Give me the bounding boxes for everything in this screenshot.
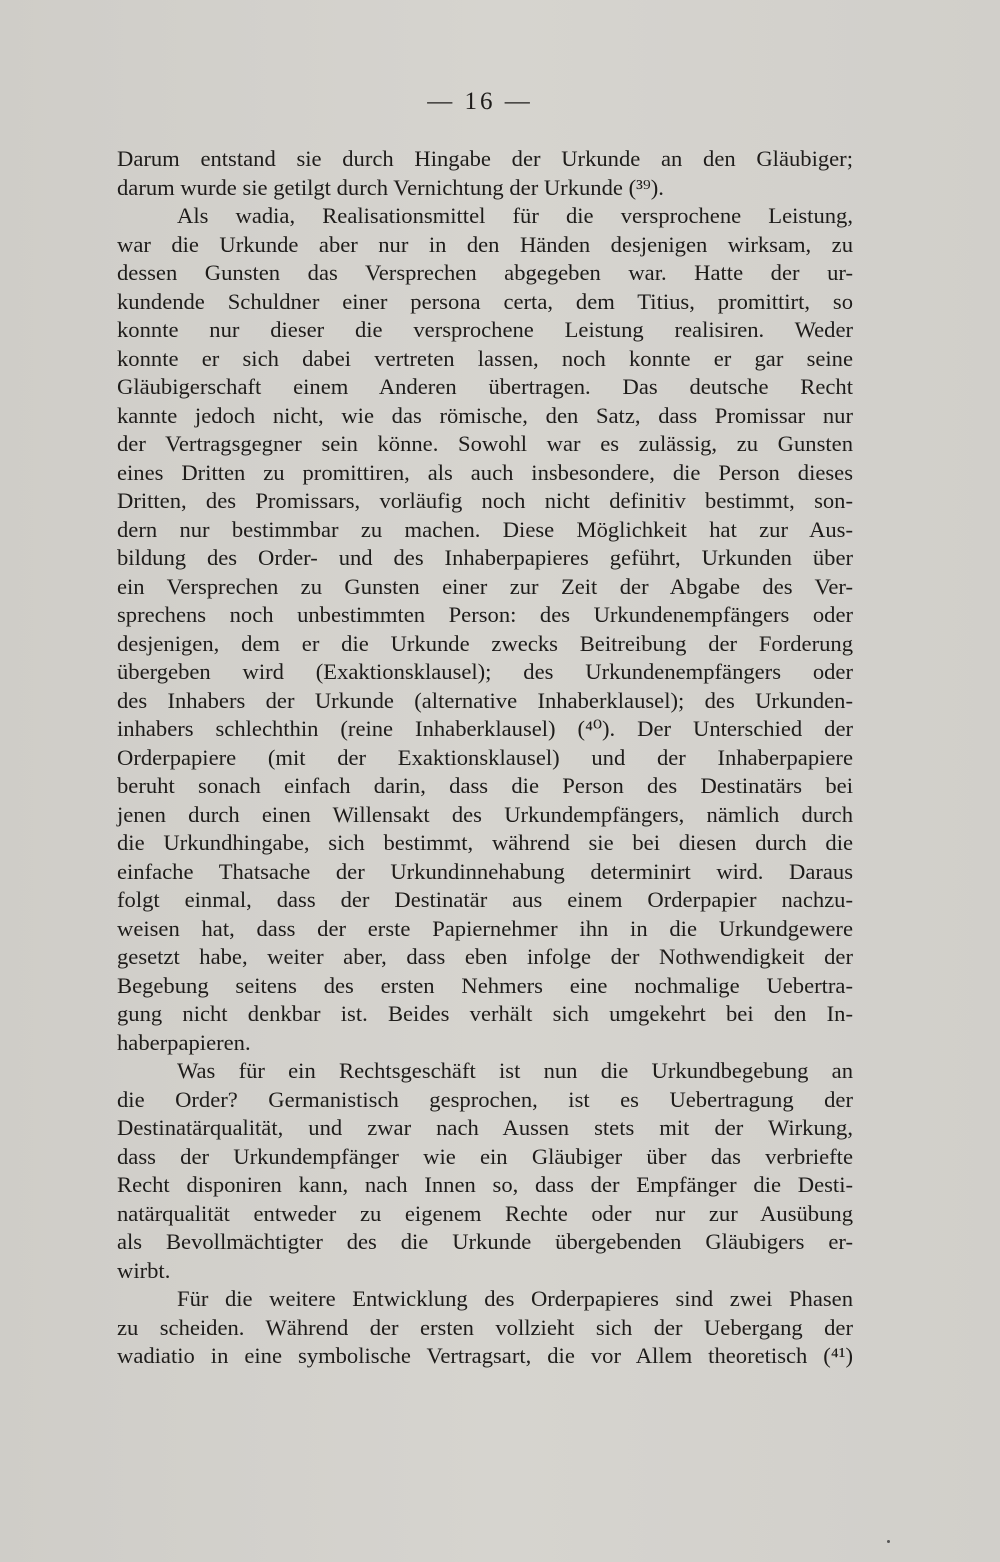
text-line: Recht disponiren kann, nach Innen so, dass der Empfänger die Desti- bbox=[117, 1172, 853, 1197]
text-line: konnte nur dieser die versprochene Leistung realisiren. Weder bbox=[117, 317, 853, 342]
text-line: folgt einmal, dass der Destinatär aus einem Orderpapier nachzu- bbox=[117, 887, 853, 912]
text-line: eines Dritten zu promittiren, als auch insbesondere, die Person dieses bbox=[117, 459, 853, 485]
text-line: Als wadia, Realisationsmittel für die versprochene Leistung, bbox=[177, 203, 853, 228]
text-line: einfache Thatsache der Urkundinnehabung determinirt wird. Daraus bbox=[117, 858, 853, 884]
text-line: Gläubigerschaft einem Anderen übertragen. Das deutsche Recht bbox=[117, 374, 853, 399]
text-line: dass der Urkundempfänger wie ein Gläubiger über das verbriefte bbox=[117, 1143, 853, 1169]
text-line: darum wurde sie getilgt durch Vernichtung der Urkunde (³⁹). bbox=[117, 174, 664, 200]
text-line: haberpapieren. bbox=[117, 1029, 251, 1055]
text-line: als Bevollmächtigter des die Urkunde übergebenden Gläubigers er- bbox=[117, 1229, 853, 1254]
text-line: jenen durch einen Willensakt des Urkundempfängers, nämlich durch bbox=[117, 801, 853, 827]
text-line: die Order? Germanistisch gesprochen, ist es Uebertragung der bbox=[117, 1086, 853, 1112]
text-line: die Urkundhingabe, sich bestimmt, während sie bei diesen durch die bbox=[117, 830, 853, 855]
text-line: Begebung seitens des ersten Nehmers eine nochmalige Uebertra- bbox=[117, 972, 853, 998]
text-line: desjenigen, dem er die Urkunde zwecks Beitreibung der Forderung bbox=[117, 630, 853, 656]
text-line: inhabers schlechthin (reine Inhaberklausel) (⁴⁰). Der Unterschied der bbox=[117, 716, 853, 741]
text-line: natärqualität entweder zu eigenem Rechte oder nur zur Ausübung bbox=[117, 1200, 853, 1226]
text-line: gesetzt habe, weiter aber, dass eben infolge der Nothwendigkeit der bbox=[117, 944, 853, 969]
text-line: kundende Schuldner einer persona certa, dem Titius, promittirt, so bbox=[117, 288, 853, 314]
text-line: konnte er sich dabei vertreten lassen, noch konnte er gar seine bbox=[117, 345, 853, 371]
text-line: Destinatärqualität, und zwar nach Aussen stets mit der Wirkung, bbox=[117, 1115, 853, 1140]
text-line: war die Urkunde aber nur in den Händen desjenigen wirksam, zu bbox=[117, 231, 853, 257]
text-line: Orderpapiere (mit der Exaktionsklausel) und der Inhaberpapiere bbox=[117, 744, 853, 770]
text-line: bildung des Order- und des Inhaberpapieres geführt, Urkunden über bbox=[117, 545, 853, 570]
text-line: Was für ein Rechtsgeschäft ist nun die Urkundbegebung an bbox=[177, 1058, 853, 1083]
text-line: des Inhabers der Urkunde (alternative Inhaberklausel); des Urkunden- bbox=[117, 687, 853, 713]
text-line: Darum entstand sie durch Hingabe der Urkunde an den Gläubiger; bbox=[117, 146, 853, 171]
text-line: dern nur bestimmbar zu machen. Diese Möglichkeit hat zur Aus- bbox=[117, 516, 853, 542]
page-number: — 16 — bbox=[427, 88, 533, 115]
text-line: ein Versprechen zu Gunsten einer zur Zeit der Abgabe des Ver- bbox=[117, 573, 853, 599]
text-line: dessen Gunsten das Versprechen abgegeben war. Hatte der ur- bbox=[117, 260, 853, 285]
text-line: der Vertragsgegner sein könne. Sowohl war es zulässig, zu Gunsten bbox=[117, 431, 853, 456]
text-line: beruht sonach einfach darin, dass die Person des Destinatärs bei bbox=[117, 773, 853, 798]
text-line: zu scheiden. Während der ersten vollzieht sich der Uebergang der bbox=[117, 1314, 853, 1340]
scan-speck bbox=[887, 1540, 890, 1543]
text-line: Für die weitere Entwicklung des Orderpapieres sind zwei Phasen bbox=[177, 1286, 853, 1311]
text-line: wadiatio in eine symbolische Vertragsart, die vor Allem theoretisch (⁴¹) bbox=[117, 1343, 853, 1368]
text-line: Dritten, des Promissars, vorläufig noch nicht definitiv bestimmt, son- bbox=[117, 488, 853, 513]
text-line: kannte jedoch nicht, wie das römische, den Satz, dass Promissar nur bbox=[117, 402, 853, 428]
text-line: übergeben wird (Exaktionsklausel); des Urkundenempfängers oder bbox=[117, 659, 853, 684]
text-line: sprechens noch unbestimmten Person: des Urkundenempfängers oder bbox=[117, 602, 853, 627]
text-line: weisen hat, dass der erste Papiernehmer ihn in die Urkundgewere bbox=[117, 915, 853, 941]
text-line: gung nicht denkbar ist. Beides verhält sich umgekehrt bei den In- bbox=[117, 1001, 853, 1026]
body-text bbox=[117, 145, 853, 1371]
text-line: wirbt. bbox=[117, 1257, 171, 1283]
